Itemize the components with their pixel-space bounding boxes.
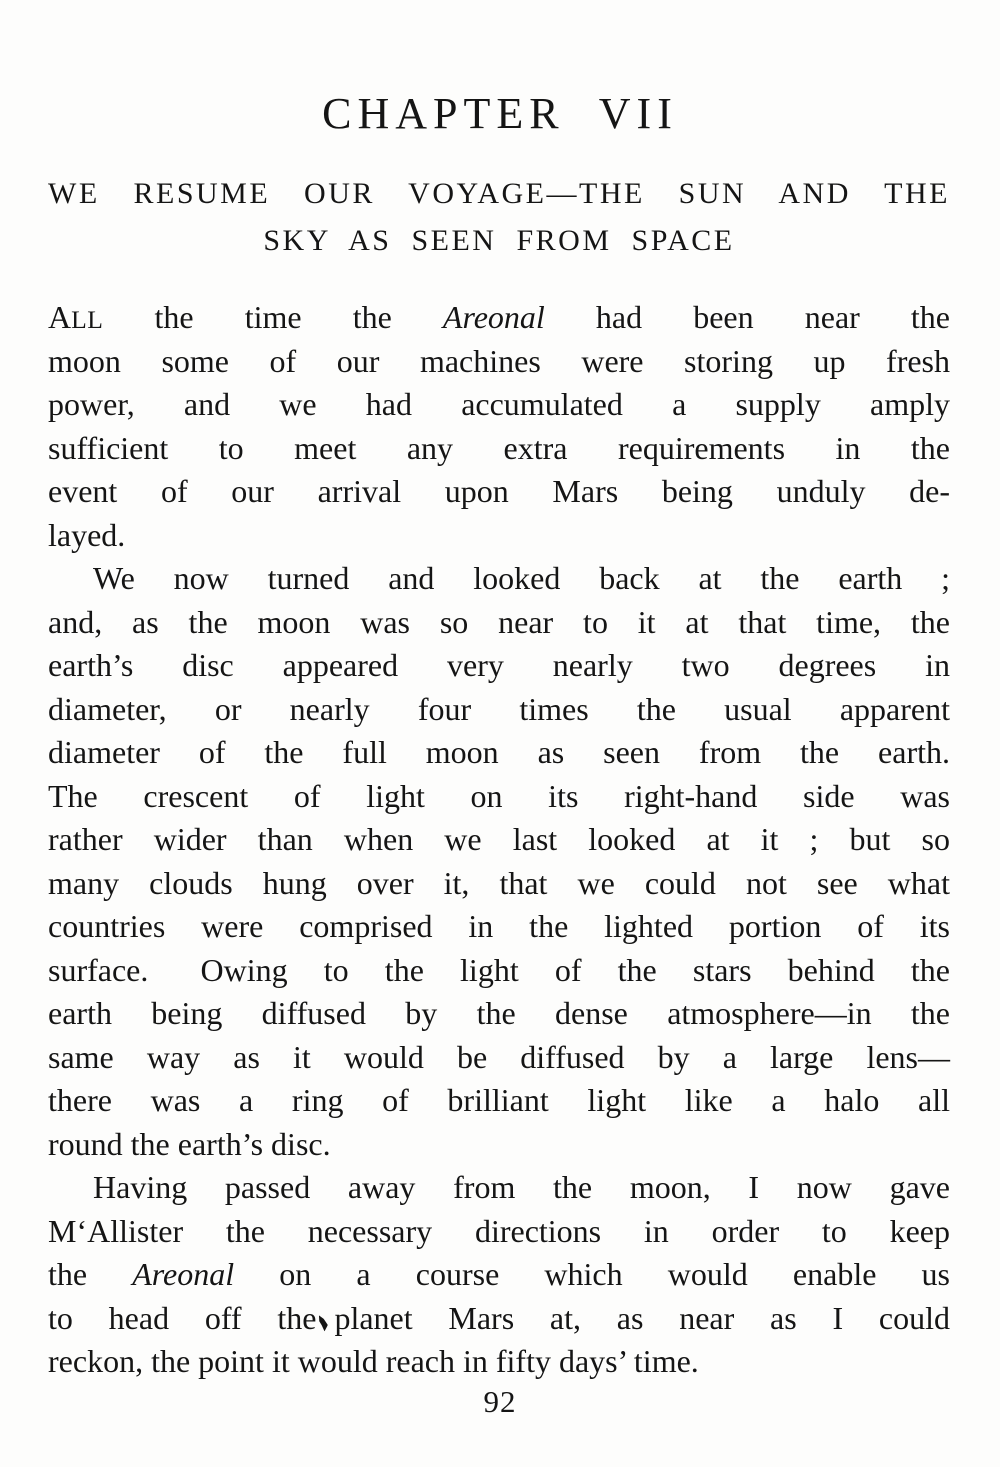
text-line (48, 1253, 950, 1297)
text-segment: moon some of our machines were storing up fresh (48, 342, 950, 379)
text-segment: round the earth’s disc. (48, 1125, 331, 1162)
text-segment: M‘Allister the necessary directions in order to keep (48, 1212, 950, 1249)
text-line (48, 949, 950, 993)
text-line (48, 1340, 950, 1384)
chapter-subtitle-line-1: WE RESUME OUR VOYAGE—THE SUN AND THE (48, 177, 950, 210)
text-segment: sufficient to meet any extra requirements in the (48, 429, 950, 466)
text-segment: layed. (48, 516, 126, 553)
text-line (48, 1297, 950, 1341)
text-segment: to head off the (48, 1299, 317, 1336)
text-line (48, 862, 950, 906)
text-segment: event of our arrival upon Mars being unduly de- (48, 473, 950, 509)
text-segment: diameter, or nearly four times the usual apparent (48, 690, 950, 727)
italic-text: Areonal (442, 299, 545, 335)
text-segment: The crescent of light on its right-hand side was (48, 777, 950, 814)
text-segment: the (48, 1256, 133, 1292)
small-caps-text: LL (71, 305, 104, 334)
text-line (48, 775, 950, 819)
text-line (48, 470, 950, 514)
text-line (48, 1166, 950, 1210)
text-line (48, 383, 950, 427)
text-line (48, 296, 950, 340)
text-line (48, 427, 950, 471)
text-segment: We now turned and looked back at the earth ; (93, 560, 950, 596)
text-segment: rather wider than when we last looked at it ; but so (48, 821, 950, 857)
text-line (48, 340, 950, 384)
text-segment: Having passed away from the moon, I now gave (93, 1169, 950, 1205)
text-segment: A (48, 299, 72, 335)
text-segment: same way as it would be diffused by a large lens— (48, 1038, 950, 1075)
text-line (48, 905, 950, 949)
text-segment: diameter of the full moon as seen from the earth. (48, 734, 950, 770)
text-line (48, 818, 950, 862)
text-segment: earth’s disc appeared very nearly two degrees in (48, 647, 950, 683)
text-line (48, 1079, 950, 1123)
text-segment: on a course which would enable us (234, 1256, 950, 1292)
italic-text: Areonal (132, 1256, 235, 1292)
text-segment: the time the (103, 299, 443, 335)
text-line (48, 1036, 950, 1080)
text-line (48, 557, 950, 601)
text-segment: had been near the (544, 299, 950, 335)
text-line (48, 514, 950, 558)
text-line (48, 644, 950, 688)
text-segment: and, as the moon was so near to it at that time, the (48, 603, 950, 640)
text-segment: many clouds hung over it, that we could not see what (48, 864, 950, 901)
text-segment: earth being diffused by the dense atmosphere—in the (48, 995, 950, 1031)
text-segment: surface. Owing to the light of the stars behind the (48, 951, 950, 988)
chapter-title: CHAPTER VII (322, 89, 678, 138)
text-line (48, 601, 950, 645)
text-segment: planet Mars at, as near as I could (334, 1299, 951, 1336)
chapter-subtitle-line-2: SKY AS SEEN FROM SPACE (263, 224, 735, 257)
chapter-subtitle (48, 170, 950, 264)
text-line (48, 1123, 950, 1167)
text-segment: reckon, the point it would reach in fifty days’ time. (48, 1343, 699, 1379)
text-line (48, 1210, 950, 1254)
text-line (48, 992, 950, 1036)
text-segment: there was a ring of brilliant light like a halo all (48, 1082, 950, 1118)
text-line (48, 731, 950, 775)
text-line (48, 688, 950, 732)
text-segment: power, and we had accumulated a supply amply (48, 386, 950, 422)
page-number: 92 (483, 1384, 517, 1419)
text-segment: countries were comprised in the lighted portion of its (48, 908, 950, 944)
body-text (48, 296, 950, 1384)
ink-blot (316, 1315, 329, 1331)
